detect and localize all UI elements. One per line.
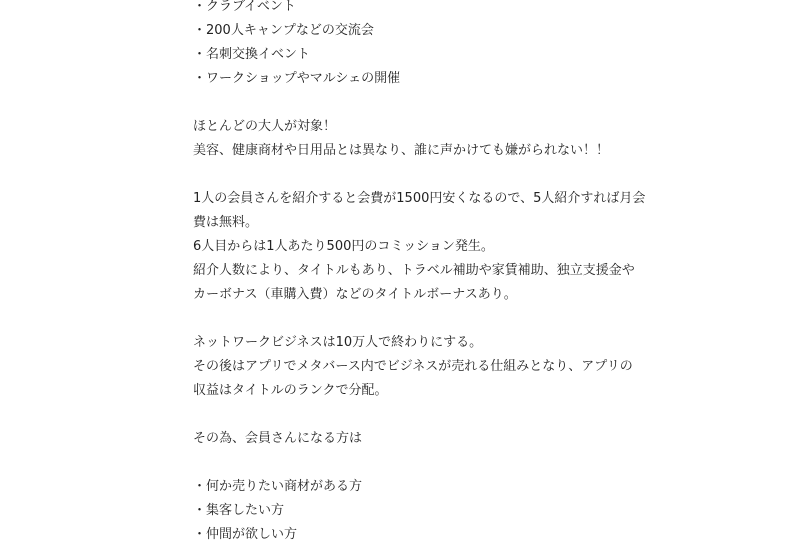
referral-text-line: 1人の会員さんを紹介すると会費が1500円安くなるので、5人紹介すれば月会 (193, 191, 646, 206)
referral-text-line: 費は無料。 (193, 215, 259, 230)
events-list-item: ・クラブイベント (193, 0, 296, 14)
intro-text: その為、会員さんになる方は (193, 431, 363, 446)
members-list-item: ・何か売りたい商材がある方 (193, 479, 363, 494)
target-text: 美容、健康商材や日用品とは異なり、誰に声かけても嫌がられない！！ (193, 143, 610, 158)
paragraph-spacer (193, 163, 623, 187)
article-body (193, 0, 646, 547)
app-text-line: その後はアプリでメタバース内でビジネスが売れる仕組みとなり、アプリの (193, 359, 633, 374)
events-list-item: ・200人キャンプなどの交流会 (193, 23, 374, 38)
paragraph-spacer (193, 451, 623, 475)
title-bonus-text-line: カーボナス（車購入費）などのタイトルボーナスあり。 (193, 287, 517, 302)
paragraph-spacer (193, 91, 623, 115)
target-heading: ほとんどの大人が対象！ (193, 119, 337, 134)
network-text: ネットワークビジネスは10万人で終わりにする。 (193, 335, 483, 350)
paragraph-spacer (193, 403, 623, 427)
events-list-item: ・名刺交換イベント (193, 47, 311, 62)
events-list-item: ・ワークショップやマルシェの開催 (193, 71, 401, 86)
members-list-item: ・集客したい方 (193, 503, 285, 518)
members-list-item: ・仲間が欲しい方 (193, 527, 298, 542)
title-bonus-text-line: 紹介人数により、タイトルもあり、トラベル補助や家賃補助、独立支援金や (193, 263, 635, 278)
commission-text: 6人目からは1人あたり500円のコミッション発生。 (193, 239, 494, 254)
app-text-line: 収益はタイトルのランクで分配。 (193, 383, 388, 398)
paragraph-spacer (193, 307, 623, 331)
